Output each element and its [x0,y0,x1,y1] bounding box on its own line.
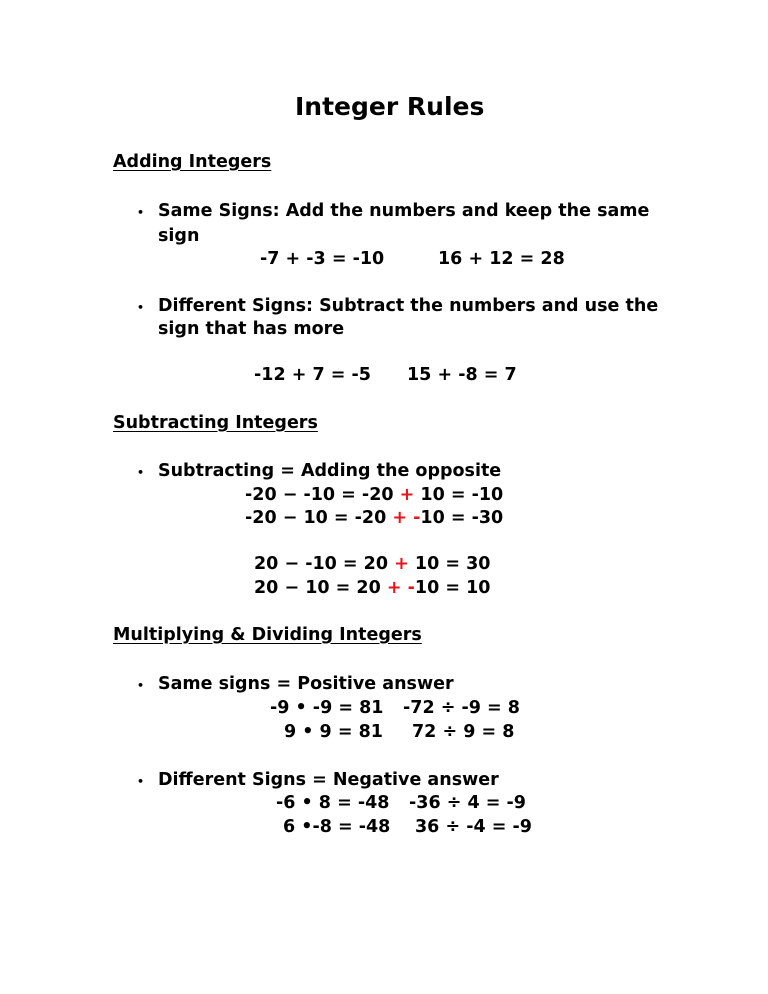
example-equation [254,556,490,574]
rule-text: Different Signs: Subtract the numbers and use the [158,296,659,316]
example-equation: 15 + -8 = 7 [407,365,517,385]
highlight-operator: + [394,554,409,574]
example-equation [245,510,503,528]
example-equation: 9 • 9 = 81 [284,722,383,742]
example-equation [245,487,503,505]
example-equation: -6 • 8 = -48 [276,793,390,813]
section-heading-adding: Adding Integers [113,152,272,172]
equation-part: 10 = -30 [420,508,504,528]
rule-text: sign [158,226,200,246]
bullet-dot: • [137,301,145,314]
rule-text: sign that has more [158,319,345,339]
section-heading-multiplying: Multiplying & Dividing Integers [113,625,422,645]
example-equation: -9 • -9 = 81 [270,698,384,718]
rule-text: Same signs = Positive answer [158,674,454,694]
page-title: Integer Rules [295,92,485,121]
example-equation: 72 ÷ 9 = 8 [412,722,515,742]
equation-part: -20 − 10 = -20 [245,508,393,528]
equation-part: 10 = 30 [408,554,491,574]
rule-text: Same Signs: Add the numbers and keep the same [158,201,650,221]
highlight-operator: + [399,485,415,505]
example-equation: -36 ÷ 4 = -9 [409,793,526,813]
bullet-dot: • [137,206,145,219]
rule-text: Subtracting = Adding the opposite [158,461,502,481]
rule-text: Different Signs = Negative answer [158,770,499,790]
highlight-operator: + - [392,508,421,528]
bullet-dot: • [137,466,145,479]
section-heading-subtracting: Subtracting Integers [113,413,318,433]
equation-part: 10 = 10 [414,578,491,598]
equation-part: 10 = -10 [414,485,504,505]
equation-part: 20 − 10 = 20 [254,578,387,598]
example-equation: -72 ÷ -9 = 8 [403,698,520,718]
example-equation: -12 + 7 = -5 [254,365,371,385]
example-equation: 36 ÷ -4 = -9 [415,817,532,837]
equation-part: -20 − -10 = -20 [245,485,400,505]
highlight-operator: + - [386,578,415,598]
example-equation: -7 + -3 = -10 [260,249,385,269]
example-equation: 6 •-8 = -48 [283,817,391,837]
equation-part: 20 − -10 = 20 [254,554,395,574]
example-equation: 16 + 12 = 28 [438,249,565,269]
bullet-dot: • [137,775,145,788]
example-equation [254,580,490,598]
bullet-dot: • [137,679,145,692]
